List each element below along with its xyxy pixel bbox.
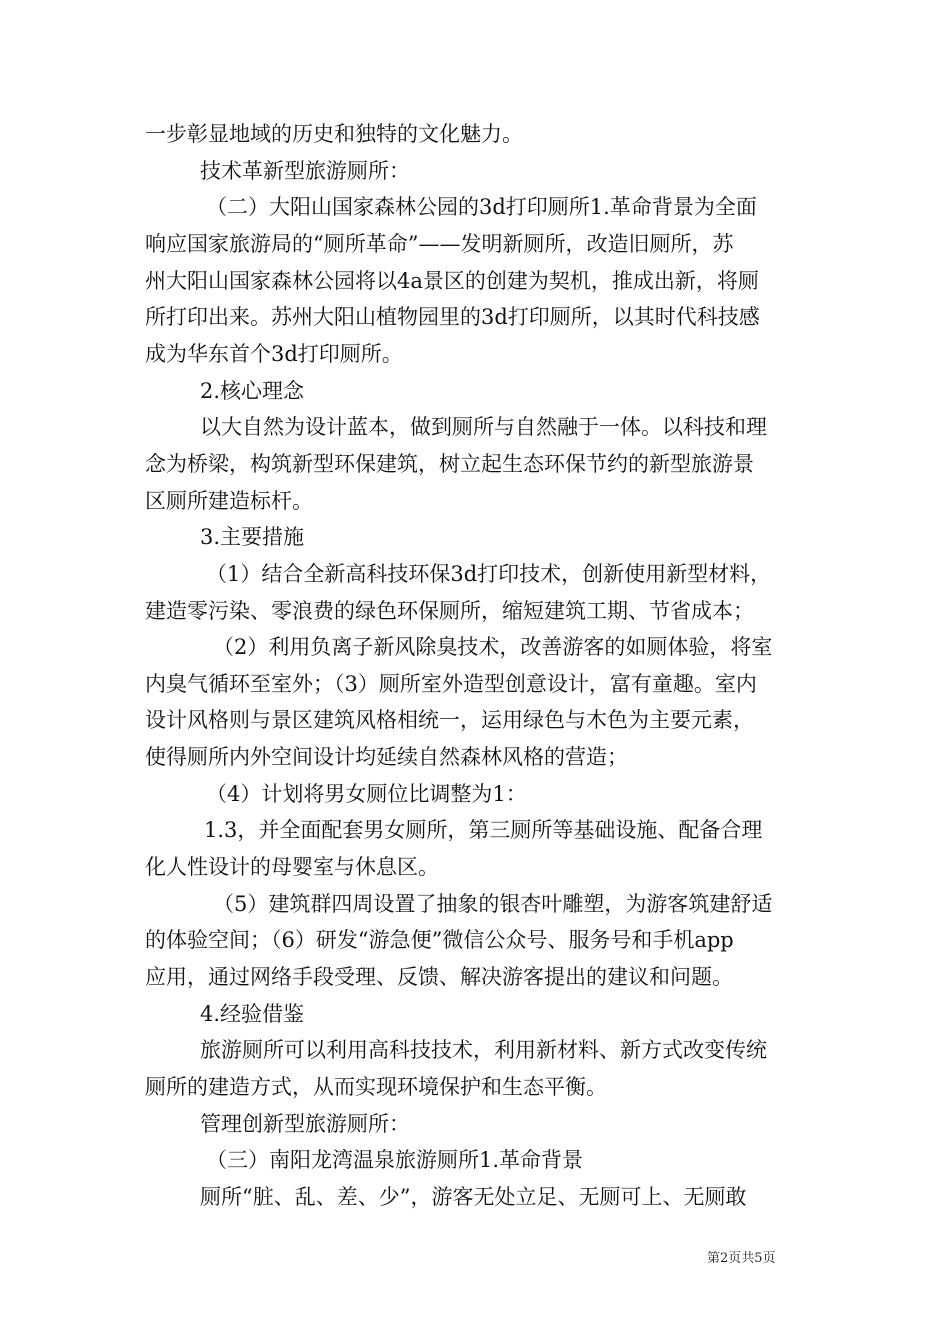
text-line: 旅游厕所可以利用高科技技术，利用新材料、新方式改变传统 [200, 1038, 767, 1062]
text-line: 设计风格则与景区建筑风格相统一，运用绿色与木色为主要元素， [145, 708, 754, 732]
text-line: 厕所“脏、乱、差、少”，游客无处立足、无厕可上、无厕敢 [200, 1185, 747, 1209]
text-line: （1）结合全新高科技环保3d打印技术，创新使用新型材料， [206, 562, 772, 586]
text-line: 应用，通过网络手段受理、反馈、解决游客提出的建议和问题。 [145, 965, 733, 989]
text-line: 1.3，并全面配套男女厕所，第三厕所等基础设施、配备合理 [204, 818, 763, 842]
text-line: 厕所的建造方式，从而实现环境保护和生态平衡。 [145, 1075, 607, 1099]
text-line: 州大阳山国家森林公园将以4a景区的创建为契机，推成出新，将厕 [145, 269, 759, 293]
text-line: 内臭气循环至室外；（3）厕所室外造型创意设计，富有童趣。室内 [145, 672, 757, 696]
text-line: 响应国家旅游局的“厕所革命”——发明新厕所，改造旧厕所，苏 [145, 232, 734, 256]
text-line: （4）计划将男女厕位比调整为1： [206, 782, 527, 806]
text-line: 化人性设计的母婴室与休息区。 [145, 855, 439, 879]
text-line: （三）南阳龙湾温泉旅游厕所1.革命背景 [206, 1148, 584, 1172]
text-line: 区厕所建造标杆。 [145, 489, 313, 513]
text-line: 的体验空间；（6）研发“游急便”微信公众号、服务号和手机app [145, 928, 734, 952]
text-line: （5）建筑群四周设置了抽象的银杏叶雕塑，为游客筑建舒适 [213, 892, 773, 916]
section-heading: 3.主要措施 [200, 525, 305, 549]
text-line: 使得厕所内外空间设计均延续自然森林风格的营造； [145, 745, 628, 769]
text-line: 所打印出来。苏州大阳山植物园里的3d打印厕所，以其时代科技感 [145, 305, 760, 329]
text-line: 以大自然为设计蓝本，做到厕所与自然融于一体。以科技和理 [200, 415, 767, 439]
text-line: （二）大阳山国家森林公园的3d打印厕所1.革命背景为全面 [206, 195, 757, 219]
text-line: （2）利用负离子新风除臭技术，改善游客的如厕体验，将室 [213, 635, 773, 659]
section-heading: 4.经验借鉴 [200, 1002, 305, 1026]
section-heading: 管理创新型旅游厕所： [200, 1112, 410, 1136]
text-line: 一步彰显地域的历史和独特的文化魅力。 [145, 122, 523, 146]
section-heading: 2.核心理念 [200, 379, 305, 403]
section-heading: 技术革新型旅游厕所： [200, 159, 410, 183]
page-number-footer: 第2页共5页 [707, 1251, 776, 1266]
text-line: 成为华东首个3d打印厕所。 [145, 342, 403, 366]
text-line: 建造零污染、零浪费的绿色环保厕所，缩短建筑工期、节省成本； [145, 599, 754, 623]
text-line: 念为桥梁，构筑新型环保建筑，树立起生态环保节约的新型旅游景 [145, 452, 754, 476]
